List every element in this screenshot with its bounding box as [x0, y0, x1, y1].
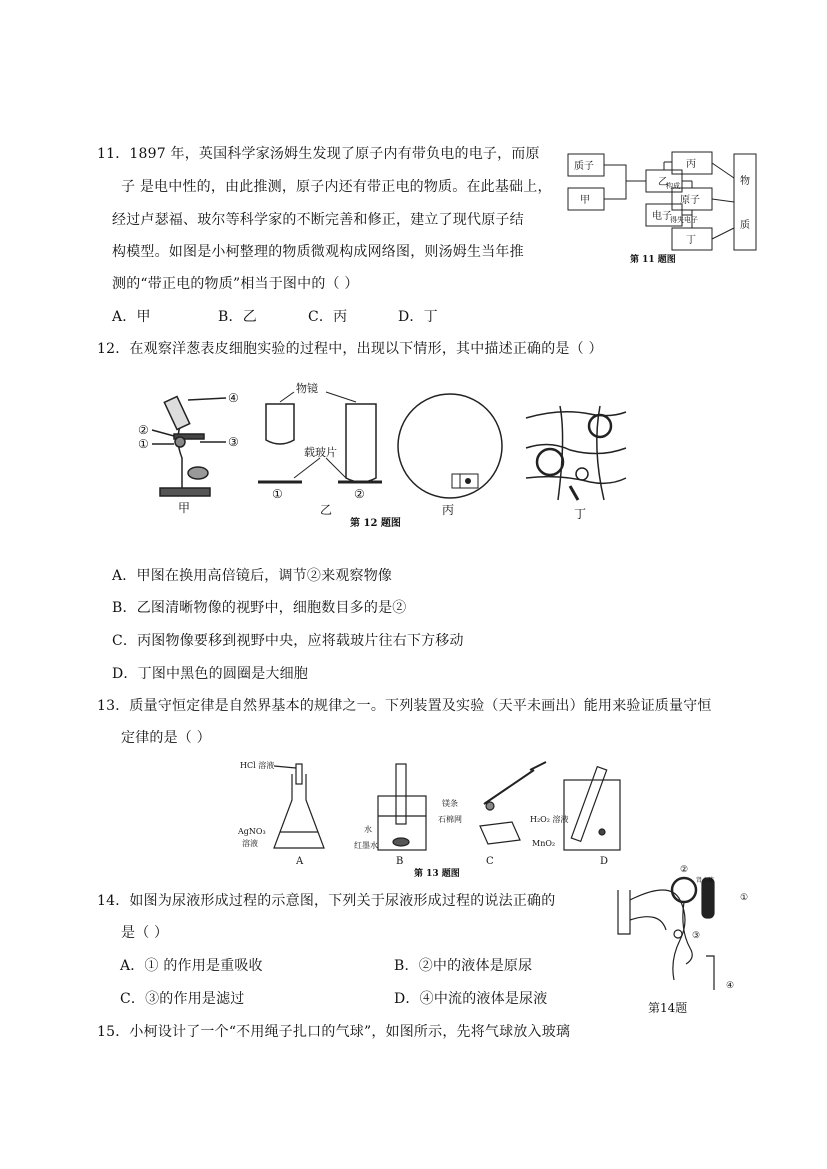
q11-line-5: 测的“带正电的物质”相当于图中的（ ） [112, 276, 359, 292]
beaker-d [564, 780, 620, 850]
q11-line-2: 子 是电中性的，由此推测，原子内还有带正电的物质。在此基础上， [121, 179, 552, 195]
q14-option-b[interactable]: B．②中的液体是原尿 [394, 958, 533, 974]
q14-option-c[interactable]: C．③的作用是滤过 [120, 991, 245, 1007]
q11-option-a[interactable]: A．甲 [112, 309, 151, 325]
q11-box-wu: 物 [740, 176, 750, 187]
q14-line-1: 14．如图为尿液形成过程的示意图，下列关于尿液形成过程的说法正确的 [97, 893, 556, 909]
q11-box-ding: 丁 [686, 235, 696, 246]
onion-cells-view [526, 404, 626, 500]
q13-label-hcl: HCl 溶液 [240, 761, 275, 770]
q14-option-d[interactable]: D．④中流的液体是尿液 [394, 991, 548, 1007]
q13-label-red-ink: 红墨水 [354, 841, 378, 850]
q12-panel-ding: 丁 [574, 507, 587, 521]
q13-label-h2o2: H₂O₂ 溶液 [530, 815, 569, 824]
q11-option-d[interactable]: D．丁 [398, 309, 438, 325]
q13-panel-a: A [296, 856, 304, 867]
q13-panel-d: D [600, 856, 609, 867]
q12-caption: 第 12 题图 [350, 518, 401, 528]
q12-label-4: ④ [228, 391, 239, 405]
q11-option-b[interactable]: B．乙 [218, 309, 257, 325]
q12-panel-bing: 丙 [442, 503, 455, 517]
objective-lenses [258, 392, 382, 482]
q12-label-slide: 载玻片 [304, 446, 337, 459]
q13-label-solution: 溶液 [242, 839, 258, 848]
q14-label-1: ① [740, 893, 749, 903]
q11-line-1: 11．1897 年，英国科学家汤姆生发现了原子内有带负电的电子，而原 [97, 146, 540, 162]
q11-box-jia: 甲 [580, 195, 590, 206]
q13-line-1: 13．质量守恒定律是自然界基本的规律之一。下列装置及实验（天平未画出）能用来验证质量守恒 [97, 698, 712, 714]
q13-panel-c: C [486, 856, 494, 867]
q13-label-asbestos: 石棉网 [438, 815, 462, 824]
q14-option-a[interactable]: A．① 的作用是重吸收 [120, 958, 263, 974]
q11-box-electron: 电子 [652, 211, 672, 222]
q14-label-2: ② [680, 865, 689, 875]
q11-line-3: 经过卢瑟福、玻尔等科学家的不断完善和修正，建立了现代原子结 [112, 212, 524, 228]
q13-label-mno2: MnO₂ [532, 839, 556, 848]
q11-box-zhi: 质 [740, 220, 750, 231]
q13-label-agno3: AgNO₃ [238, 827, 266, 836]
flask-a [274, 774, 324, 848]
q14-caption: 第14题 [648, 1001, 688, 1015]
q12-label-yi-1: ① [272, 487, 283, 501]
q11-box-bing: 丙 [686, 159, 696, 170]
q11-box-atom: 原子 [680, 195, 700, 206]
q12-label-3: ③ [228, 435, 239, 449]
q11-line-4: 构模型。如图是小柯整理的物质微观构成网络图，则汤姆生当年推 [112, 244, 524, 260]
q12-option-a[interactable]: A．甲图在换用高倍镜后，调节②来观察物像 [112, 568, 393, 584]
q14-label-3: ③ [692, 931, 701, 941]
q12-panel-yi: 乙 [320, 503, 333, 517]
q13-panel-b: B [396, 856, 404, 867]
q13-figure [234, 756, 634, 880]
q12-label-yi-2: ② [354, 487, 365, 501]
q12-label-2: ② [138, 423, 149, 437]
q12-option-b[interactable]: B．乙图清晰物像的视野中，细胞数目多的是② [112, 600, 407, 616]
q11-caption: 第 11 题图 [630, 255, 676, 265]
q14-label-glomerulus: 肾小球 [696, 877, 715, 884]
q12-stem: 12．在观察洋葱表皮细胞实验的过程中，出现以下情形，其中描述正确的是（ ） [97, 341, 603, 357]
tongs-c [484, 770, 534, 804]
q13-caption: 第 13 题图 [414, 869, 460, 879]
q14-line-2: 是（ ） [121, 925, 169, 941]
q15-line-1: 15．小柯设计了一个“不用绳子扎口的气球”，如图所示，先将气球放入玻璃 [97, 1024, 571, 1040]
q13-line-2: 定律的是（ ） [121, 730, 211, 746]
q11-figure [566, 148, 766, 266]
q12-panel-jia: 甲 [178, 501, 191, 515]
q12-option-d[interactable]: D．丁图中黑色的圆圈是大细胞 [112, 666, 309, 682]
q13-label-water: 水 [364, 825, 372, 834]
q11-arrow-label-1: 构成 [666, 182, 680, 190]
q13-label-mg: 镁条 [442, 799, 458, 808]
q12-option-c[interactable]: C．丙图物像要移到视野中央，应将载玻片往右下方移动 [112, 633, 464, 649]
microscope-illustration [152, 396, 226, 496]
q12-label-1: ① [138, 437, 149, 451]
q14-label-4: ④ [726, 981, 735, 991]
q11-option-c[interactable]: C．丙 [308, 309, 348, 325]
q12-figure [130, 378, 630, 528]
q11-box-proton: 质子 [574, 161, 594, 172]
q11-box-yi: 乙 [658, 177, 668, 188]
q11-arrow-label-2: 得失电子 [670, 216, 698, 224]
q14-figure [610, 860, 760, 1020]
field-of-view-circle [398, 394, 502, 498]
q12-label-objective: 物镜 [296, 382, 318, 395]
